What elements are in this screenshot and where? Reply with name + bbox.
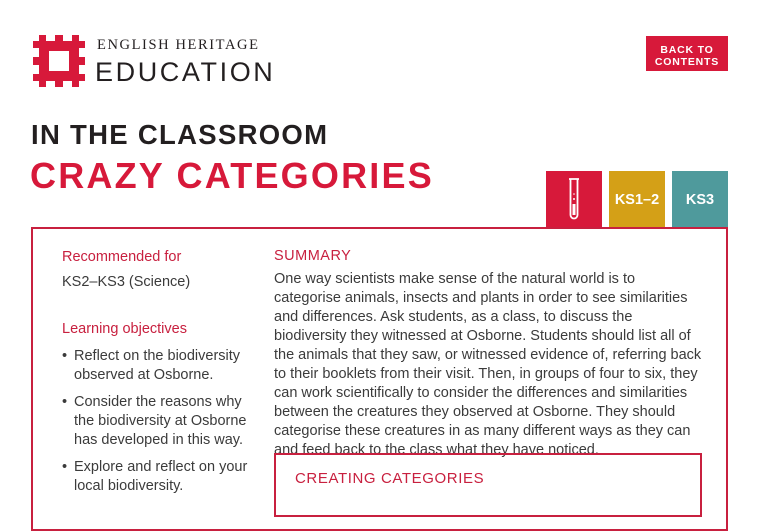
list-item: • Consider the reasons why the biodiversity at Osborne has developed in this way. xyxy=(62,393,252,450)
english-heritage-logo xyxy=(33,35,85,87)
test-tube-icon xyxy=(566,177,582,223)
list-item: • Explore and reflect on your local biodiversity. xyxy=(62,458,252,496)
brand-name: ENGLISH HERITAGE xyxy=(97,37,260,53)
recommended-label: Recommended for xyxy=(62,249,182,265)
brand-subtitle: EDUCATION xyxy=(95,57,276,87)
summary-section xyxy=(274,248,704,460)
objectives-label: Learning objectives xyxy=(62,321,187,337)
key-stage-tag: KS1–2 xyxy=(609,171,665,228)
key-stage-tag: KS3 xyxy=(672,171,728,228)
section-kicker: IN THE CLASSROOM xyxy=(31,119,329,150)
creating-categories-heading: CREATING CATEGORIES xyxy=(295,470,485,487)
summary-heading: SUMMARY xyxy=(274,248,352,264)
objectives-list xyxy=(62,347,252,496)
recommended-value: KS2–KS3 (Science) xyxy=(62,274,191,290)
list-item: • Reflect on the biodiversity observed at Osborne. xyxy=(62,347,252,385)
sidebar xyxy=(62,248,252,504)
summary-body: One way scientists make sense of the natural world is to categorise animals, insects and plants in order to see similarities and differences. Ask students, as a class, to discuss the biodiversity they witnessed at Osborne. Students should list all of the animals that they saw, or witnessed evidence of, referring back to their booklets from their visit. Then, in groups of four to six, they can work scientifically to consider the differences and similarities between the creatures they observed at Osborne. They should categorise these creatures in as many different ways as they can and feed back to the class what they have noticed. xyxy=(274,271,702,458)
science-tag xyxy=(546,171,602,228)
back-to-contents-button[interactable]: BACK TO CONTENTS xyxy=(646,36,728,71)
page-title: CRAZY CATEGORIES xyxy=(30,155,434,196)
